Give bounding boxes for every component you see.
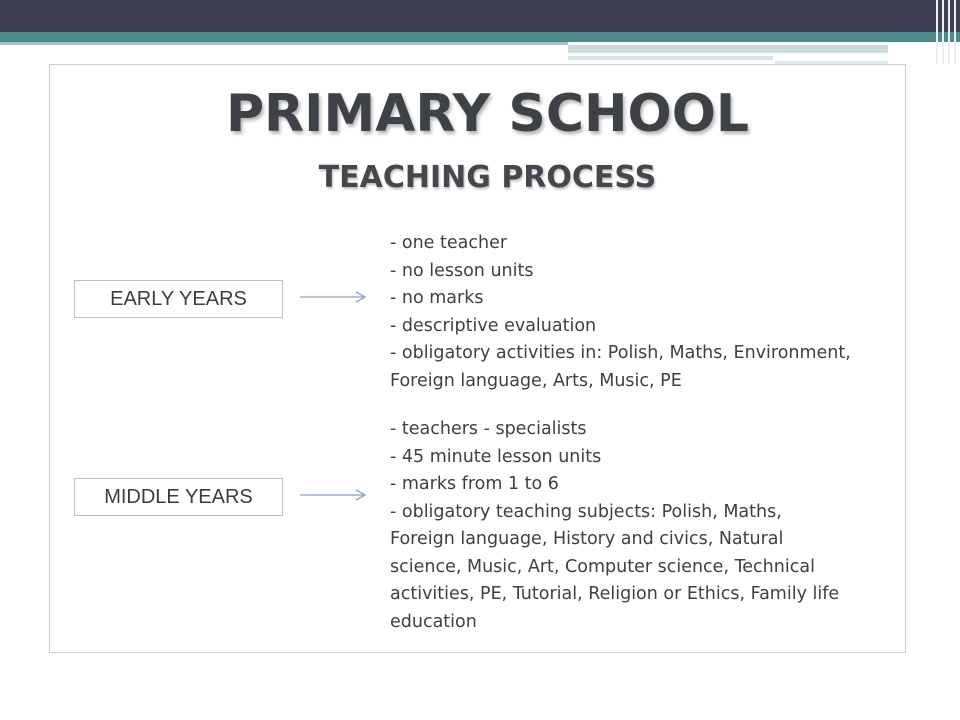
early-years-list bbox=[390, 230, 900, 395]
arrow-right-icon bbox=[300, 488, 368, 502]
middle-years-box bbox=[74, 478, 283, 516]
slide-header-strip bbox=[568, 45, 888, 53]
list-item: education bbox=[390, 611, 477, 632]
list-item: - no marks bbox=[390, 288, 484, 308]
list-item: science, Music, Art, Computer science, Technical bbox=[390, 556, 815, 577]
list-item: - teachers - specialists bbox=[390, 419, 587, 439]
arrow-right-icon bbox=[300, 290, 368, 304]
middle-years-list bbox=[390, 416, 895, 636]
early-years-box bbox=[74, 280, 283, 318]
list-item: - no lesson units bbox=[390, 260, 534, 281]
list-item: Foreign language, Arts, Music, PE bbox=[390, 370, 682, 391]
list-item: - 45 minute lesson units bbox=[390, 446, 602, 467]
list-item: activities, PE, Tutorial, Religion or Ethics, Family life bbox=[390, 584, 840, 604]
list-item: - obligatory teaching subjects: Polish, Maths, bbox=[390, 501, 782, 522]
list-item: - descriptive evaluation bbox=[390, 315, 597, 336]
page-subtitle: TEACHING PROCESS bbox=[318, 160, 657, 195]
slide-header-accent bbox=[0, 32, 960, 42]
list-item: Foreign language, History and civics, Natural bbox=[390, 529, 784, 549]
slide-header-lines bbox=[930, 0, 960, 64]
slide-header-bar bbox=[0, 0, 960, 32]
middle-years-label: MIDDLE YEARS bbox=[104, 485, 253, 508]
list-item: - one teacher bbox=[390, 233, 508, 253]
page-title: PRIMARY SCHOOL bbox=[225, 84, 750, 144]
slide-header-accent-light bbox=[0, 42, 568, 45]
list-item: - obligatory activities in: Polish, Maths, Environment, bbox=[390, 343, 851, 363]
slide-header-strip bbox=[568, 56, 773, 60]
list-item: - marks from 1 to 6 bbox=[390, 474, 559, 494]
early-years-label: EARLY YEARS bbox=[110, 287, 247, 310]
